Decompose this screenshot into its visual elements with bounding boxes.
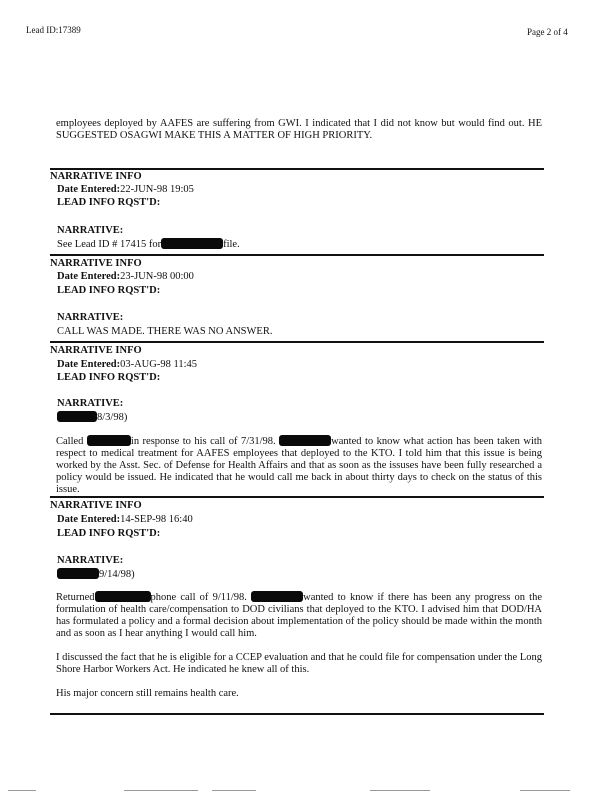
scan-mark — [370, 790, 430, 791]
scan-mark — [8, 790, 36, 791]
narrative-text-part: wanted to know if there has been any progress on the formulation of health care/compensation to DOD civilians that deployed to the KTO. I advised him that DOD/HA has formulated a policy and a formal decision about implementation of the policy should be made within the month and as soon as I hear anything I would call him. — [56, 592, 542, 639]
narrative-tag-text: 9/14/98) — [99, 569, 135, 580]
redaction-block — [95, 591, 151, 602]
lead-info-label: LEAD INFO RQST'D: — [57, 372, 161, 383]
date-entered-label: Date Entered: — [57, 271, 121, 282]
date-entered-value: 23-JUN-98 00:00 — [120, 271, 194, 282]
scan-mark — [520, 790, 570, 791]
redaction-block — [279, 435, 331, 446]
narrative-paragraph-3: His major concern still remains health care. — [56, 688, 239, 699]
narrative-label: NARRATIVE: — [57, 312, 124, 323]
scan-mark — [124, 790, 198, 791]
scan-mark — [212, 790, 256, 791]
date-entered-label: Date Entered: — [57, 184, 121, 195]
narrative-label: NARRATIVE: — [57, 225, 124, 236]
narrative-info-heading: NARRATIVE INFO — [50, 258, 142, 269]
section-rule — [50, 496, 544, 498]
lead-info-label: LEAD INFO RQST'D: — [57, 285, 161, 296]
narrative-label: NARRATIVE: — [57, 555, 124, 566]
narrative-text-part: wanted to know what action has been taken with respect to medical treatment for AAFES employees that deployed to the KTO. I told him that this issue is being worked by the Asst. Sec. of Defense for Health Affairs and that as soon as the issuses have been fully researched a policy would be issued. He indicated that he would call me back in about thirty days to check on the status of this issue. — [56, 436, 543, 495]
narrative-tag-text: 8/3/98) — [97, 412, 128, 423]
section-rule-bottom — [50, 713, 544, 715]
narrative-text: CALL WAS MADE. THERE WAS NO ANSWER. — [57, 326, 273, 337]
date-entered — [57, 184, 194, 196]
narrative-text-part: file. — [223, 239, 240, 250]
section-rule — [50, 254, 544, 256]
date-entered-value: 03-AUG-98 11:45 — [120, 359, 197, 370]
redaction-block — [251, 591, 303, 602]
narrative-paragraph — [56, 591, 542, 640]
narrative-paragraph-2: I discussed the fact that he is eligible for a CCEP evaluation and that he could file for compensation under the Long Shore Harbor Workers Act. He indicated he knew all of this. — [56, 652, 542, 675]
redaction-block — [57, 411, 97, 422]
narrative-info-heading: NARRATIVE INFO — [50, 500, 142, 511]
date-entered-value: 14-SEP-98 16:40 — [120, 514, 193, 525]
narrative-tag — [57, 568, 135, 581]
narrative-paragraph — [56, 435, 542, 496]
lead-id: Lead ID:17389 — [26, 25, 81, 35]
date-entered — [57, 359, 197, 371]
narrative-text-part: See Lead ID # 17415 for — [57, 239, 162, 250]
date-entered-label: Date Entered: — [57, 359, 121, 370]
redaction-block — [57, 568, 99, 579]
page-number: Page 2 of 4 — [527, 27, 568, 37]
date-entered-value: 22-JUN-98 19:05 — [120, 184, 194, 195]
narrative-text — [57, 238, 240, 251]
narrative-info-heading: NARRATIVE INFO — [50, 171, 142, 182]
narrative-text-part: phone call of 9/11/98. — [150, 592, 247, 603]
date-entered — [57, 514, 193, 526]
date-entered-label: Date Entered: — [57, 514, 121, 525]
narrative-tag — [57, 411, 127, 424]
redaction-block — [161, 238, 223, 249]
lead-info-label: LEAD INFO RQST'D: — [57, 528, 161, 539]
narrative-info-heading: NARRATIVE INFO — [50, 345, 142, 356]
intro-paragraph: employees deployed by AAFES are suffering from GWI. I indicated that I did not know but would find out. HE SUGGESTED OSAGWI MAKE THIS A MATTER OF HIGH PRIORITY. — [56, 118, 542, 141]
narrative-text-part: in response to his call of 7/31/98. — [130, 436, 276, 447]
redaction-block — [87, 435, 131, 446]
section-rule — [50, 341, 544, 343]
lead-info-label: LEAD INFO RQST'D: — [57, 197, 161, 208]
narrative-text-part: Called — [56, 436, 84, 447]
narrative-text-part: Returned — [56, 592, 95, 603]
section-rule — [50, 168, 544, 170]
narrative-label: NARRATIVE: — [57, 398, 124, 409]
date-entered — [57, 271, 194, 283]
